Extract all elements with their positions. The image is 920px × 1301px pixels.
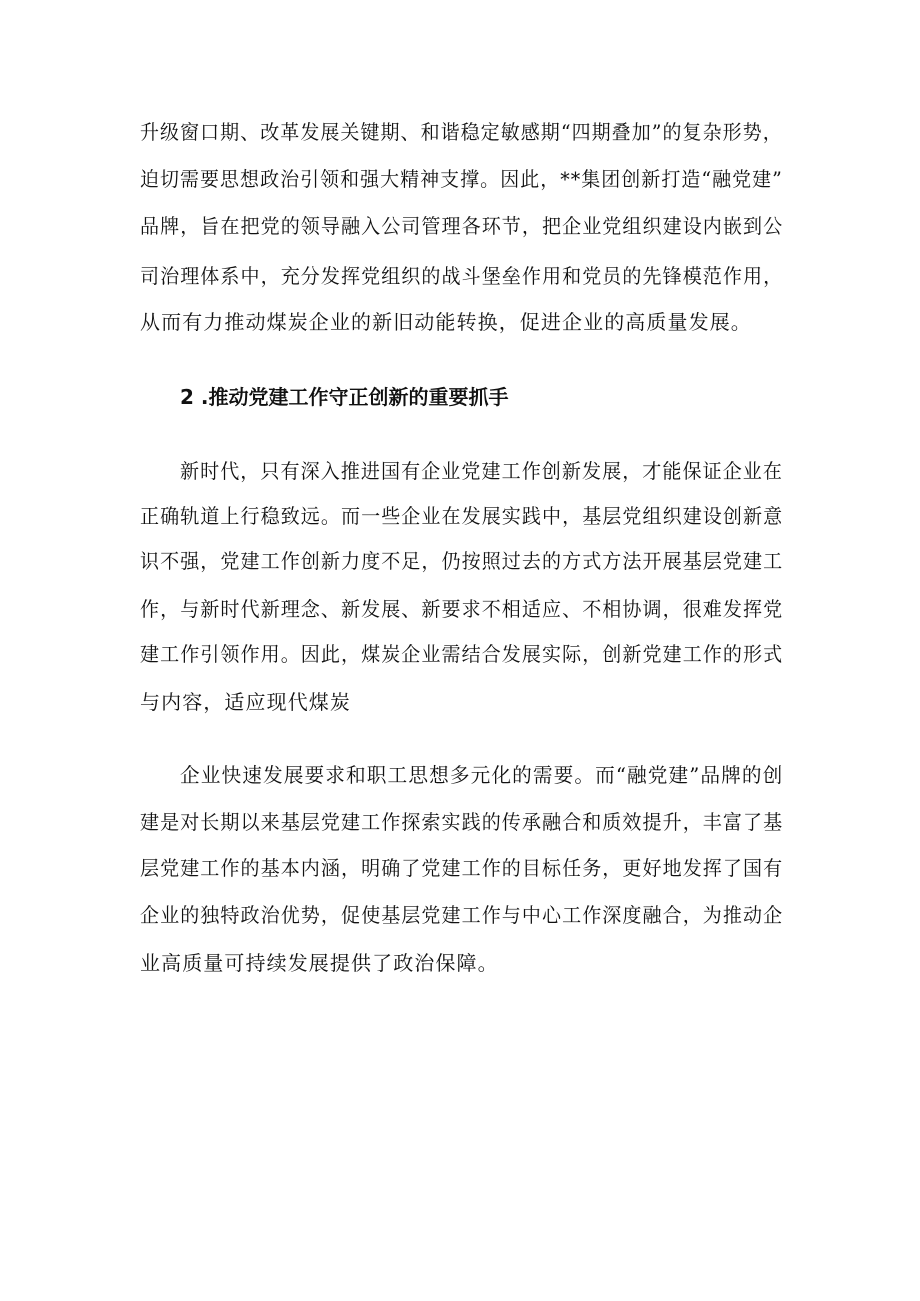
- paragraph-2-line-1: 新时代，只有深入推进国有企业党建工作创新发展，才能保证企业在: [180, 459, 783, 483]
- section-heading: 2 .推动党建工作守正创新的重要抓手: [180, 385, 509, 409]
- paragraph-1-line-2: 迫切需要思想政治引领和强大精神支撑。因此，**集团创新打造“融党建”: [140, 167, 783, 191]
- paragraph-1-line-5: 从而有力推动煤炭企业的新旧动能转换，促进企业的高质量发展。: [140, 310, 752, 334]
- paragraph-1-line-1: 升级窗口期、改革发展关键期、和谐稳定敏感期“四期叠加”的复杂形势，: [140, 120, 783, 144]
- paragraph-1-line-4: 司治理体系中，充分发挥党组织的战斗堡垒作用和党员的先锋模范作用，: [140, 264, 784, 288]
- paragraph-3-line-2: 建是对长期以来基层党建工作探索实践的传承融合和质效提升，丰富了基: [140, 810, 784, 834]
- paragraph-3-line-5: 业高质量可持续发展提供了政治保障。: [140, 951, 499, 975]
- paragraph-2-line-3: 识不强，党建工作创新力度不足，仍按照过去的方式方法开展基层党建工: [140, 549, 784, 573]
- paragraph-1-line-3: 品牌，旨在把党的领导融入公司管理各环节，把企业党组织建设内嵌到公: [140, 214, 784, 238]
- paragraph-2-line-4: 作，与新时代新理念、新发展、新要求不相适应、不相协调，很难发挥党: [140, 597, 784, 621]
- paragraph-2-line-2: 正确轨道上行稳致远。而一些企业在发展实践中，基层党组织建设创新意: [140, 504, 784, 528]
- paragraph-3-line-1: 企业快速发展要求和职工思想多元化的需要。而“融党建”品牌的创: [180, 763, 784, 787]
- paragraph-2-line-6: 与内容，适应现代煤炭: [140, 690, 351, 714]
- paragraph-2-line-5: 建工作引领作用。因此，煤炭企业需结合发展实际，创新党建工作的形式: [140, 642, 784, 666]
- paragraph-3-line-4: 企业的独特政治优势，促使基层党建工作与中心工作深度融合，为推动企: [140, 903, 784, 927]
- paragraph-3-line-3: 层党建工作的基本内涵，明确了党建工作的目标任务，更好地发挥了国有: [140, 856, 784, 880]
